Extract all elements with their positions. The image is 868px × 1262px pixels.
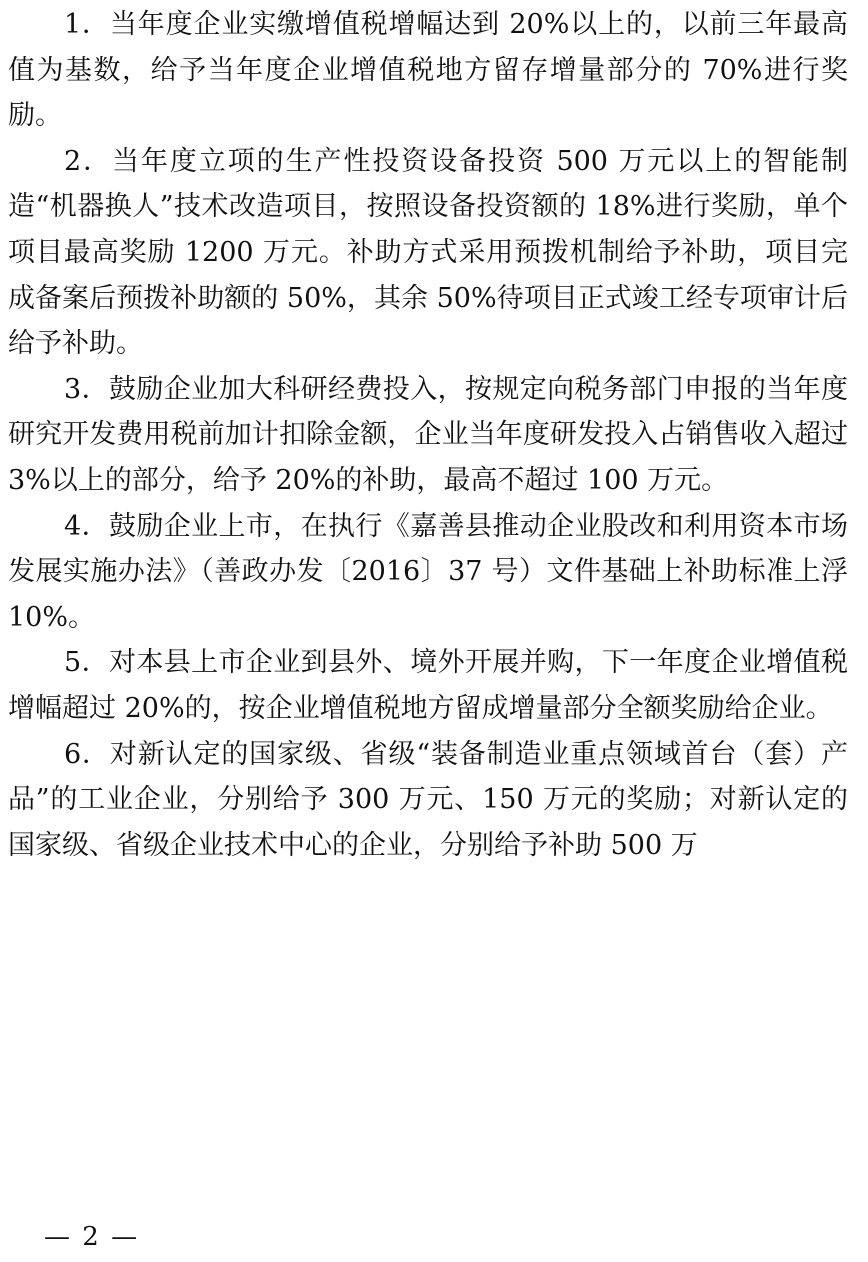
- paragraph-6: 6．对新认定的国家级、省级“装备制造业重点领域首台（套）产品”的工业企业，分别给予 300 万元、150 万元的奖励；对新认定的国家级、省级企业技术中心的企业，分别给予补助 500 万: [8, 738, 848, 861]
- paragraph-2: 2．当年度立项的生产性投资设备投资 500 万元以上的智能制造“机器换人”技术改造项目，按照设备投资额的 18%进行奖励，单个项目最高奖励 1200 万元。补助方式采用预拨机制给予补助，项目完成备案后预拨补助额的 50%，其余 50%待项目正式竣工经专项审计后给予补助。: [8, 145, 848, 360]
- paragraph-5: 5．对本县上市企业到县外、境外开展并购，下一年度企业增值税增幅超过 20%的，按企业增值税地方留成增量部分全额奖励给企业。: [8, 647, 848, 724]
- page-number: — 2 —: [44, 1222, 140, 1252]
- paragraph-1: 1．当年度企业实缴增值税增幅达到 20%以上的，以前三年最高值为基数，给予当年度企业增值税地方留存增量部分的 70%进行奖励。: [8, 9, 848, 132]
- document-body: [8, 2, 848, 868]
- paragraph-3: 3．鼓励企业加大科研经费投入，按规定向税务部门申报的当年度研究开发费用税前加计扣除金额，企业当年度研发投入占销售收入超过 3%以上的部分，给予 20%的补助，最高不超过 100 万元。: [8, 373, 848, 496]
- paragraph-4: 4．鼓励企业上市，在执行《嘉善县推动企业股改和利用资本市场发展实施办法》（善政办发〔2016〕37 号）文件基础上补助标准上浮 10%。: [8, 510, 848, 633]
